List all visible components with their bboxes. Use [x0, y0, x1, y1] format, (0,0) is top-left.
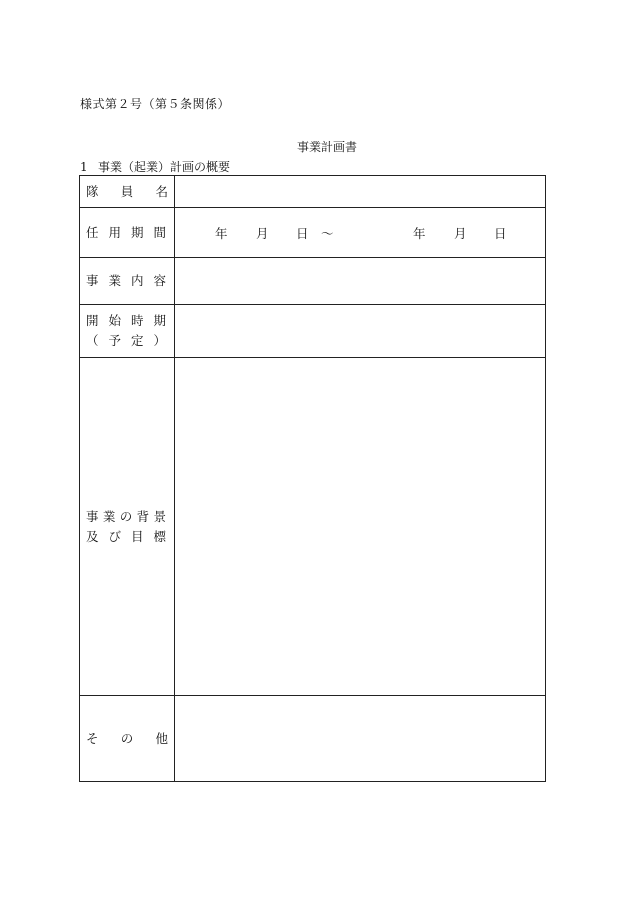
appointment-period-field[interactable] — [175, 208, 546, 258]
label-char: そ — [86, 730, 99, 746]
plan-table — [79, 175, 546, 782]
label-char: （ — [86, 333, 99, 348]
document-title: 事業計画書 — [296, 140, 357, 154]
table-row-member-name — [80, 176, 546, 208]
member-name-field[interactable] — [175, 176, 546, 208]
label-background-goals — [80, 358, 175, 696]
table-row-start-date — [80, 305, 546, 358]
label-char: 事 — [86, 508, 99, 524]
table-row-background-goals — [80, 358, 546, 696]
form-number: 様式第２号（第５条関係） — [80, 97, 231, 111]
end-year-unit: 年 — [413, 225, 426, 241]
start-date-field[interactable] — [175, 305, 546, 358]
label-char: 用 — [108, 224, 121, 240]
label-char: び — [108, 528, 121, 544]
end-month-unit: 月 — [454, 225, 467, 241]
label-char: 目 — [130, 528, 144, 544]
table-row-appointment-period — [80, 208, 546, 258]
label-char: 背 — [136, 508, 150, 524]
label-char: 時 — [130, 313, 144, 328]
label-char: 間 — [153, 224, 166, 240]
label-other — [80, 696, 175, 782]
label-start-date — [80, 305, 175, 358]
background-goals-field[interactable] — [175, 358, 546, 696]
section-number: 1 — [80, 160, 88, 174]
start-month-unit: 月 — [256, 225, 269, 241]
other-field[interactable] — [175, 696, 546, 782]
label-business-content — [80, 258, 175, 305]
table-row-business-content — [80, 258, 546, 305]
section-heading — [80, 158, 230, 175]
table-row-other — [80, 696, 546, 782]
label-char: 員 — [120, 183, 134, 199]
label-char: 景 — [153, 508, 166, 524]
label-char: 始 — [108, 313, 121, 328]
label-char: 定 — [130, 333, 144, 348]
label-char: 期 — [130, 224, 144, 240]
label-char: 名 — [155, 183, 168, 199]
label-char: 業 — [108, 273, 121, 288]
label-char: 容 — [153, 273, 166, 288]
start-day-unit: 日 — [296, 225, 309, 241]
label-appointment-period — [80, 208, 175, 258]
label-member-name — [80, 176, 175, 208]
section-text: 事業（起業）計画の概要 — [98, 160, 231, 174]
label-char: ） — [153, 333, 166, 348]
label-char: 期 — [153, 313, 166, 328]
label-char: 隊 — [86, 183, 99, 199]
label-char: 任 — [86, 224, 99, 240]
label-char: 標 — [153, 528, 166, 544]
business-content-field[interactable] — [175, 258, 546, 305]
label-char: 内 — [130, 273, 144, 288]
end-day-unit: 日 — [494, 225, 507, 241]
label-char: 及 — [86, 528, 99, 544]
label-char: 他 — [155, 730, 168, 746]
label-char: 事 — [86, 273, 99, 288]
label-char: の — [119, 508, 133, 524]
label-char: 開 — [86, 313, 99, 328]
label-char: の — [120, 730, 134, 746]
label-char: 予 — [108, 333, 121, 348]
start-year-unit: 年 — [215, 225, 228, 241]
label-char: 業 — [102, 508, 116, 524]
period-separator: ～ — [321, 225, 334, 241]
